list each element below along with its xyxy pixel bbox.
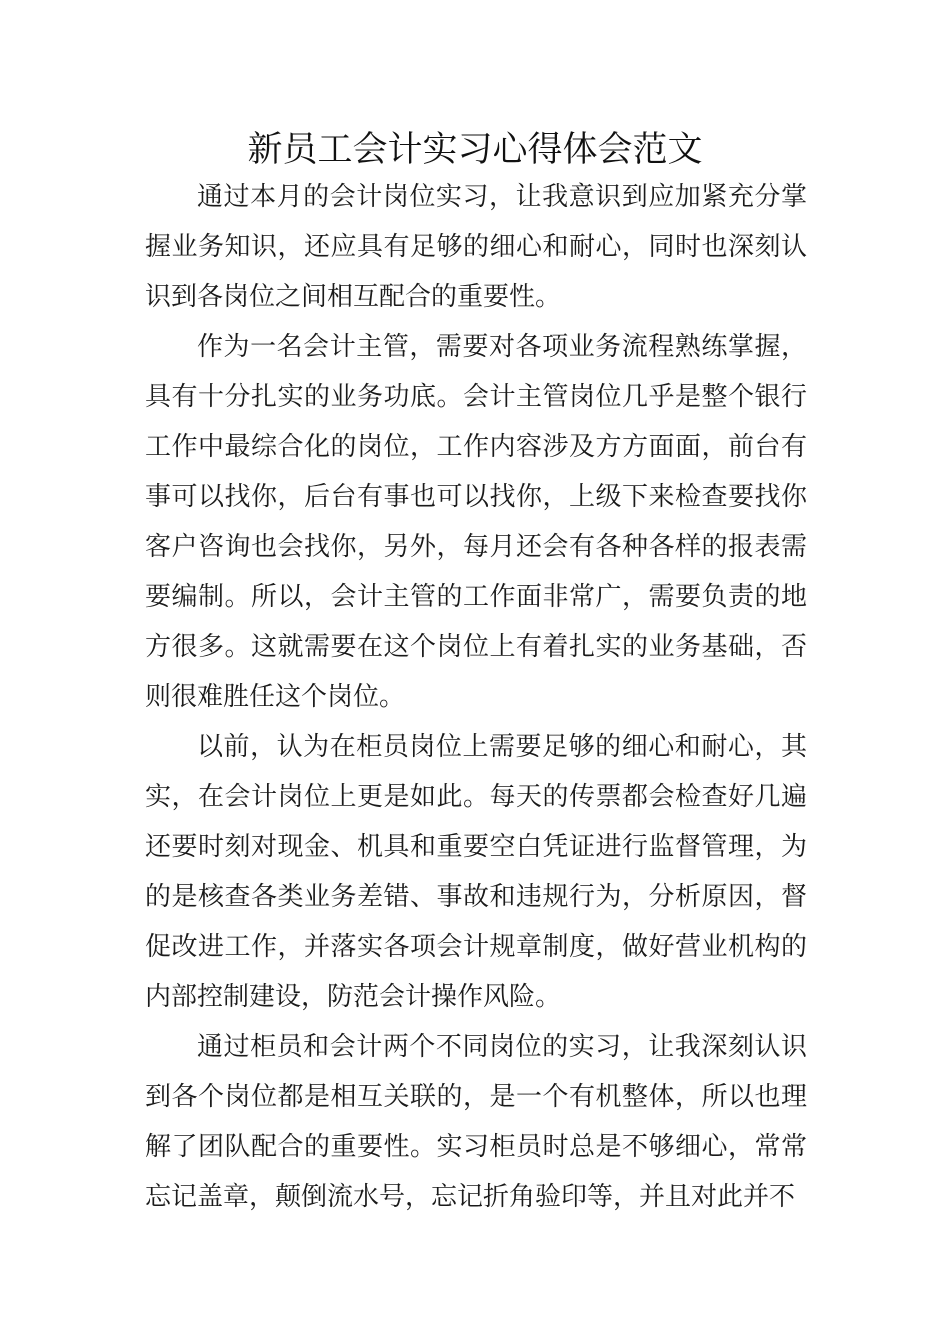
document-title: 新员工会计实习心得体会范文	[247, 130, 703, 170]
paragraph-2: 作为一名会计主管，需要对各项业务流程熟练掌握，具有十分扎实的业务功底。会计主管岗位几乎是整个银行工作中最综合化的岗位，工作内容涉及方方面面，前台有事可以找你，后台有事也可以找你，上级下来检查要找你客户咨询也会找你，另外，每月还会有各种各样的报表需要编制。所以，会计主管的工作面非常广，需要负责的地方很多。这就需要在这个岗位上有着扎实的业务基础，否则很难胜任这个岗位。	[145, 332, 807, 712]
paragraph-4: 通过柜员和会计两个不同岗位的实习，让我深刻认识到各个岗位都是相互关联的，是一个有机整体，所以也理解了团队配合的重要性。实习柜员时总是不够细心，常常忘记盖章，颠倒流水号，忘记折角验印等，并且对此并不	[145, 1032, 807, 1212]
paragraph-1: 通过本月的会计岗位实习，让我意识到应加紧充分掌握业务知识，还应具有足够的细心和耐心，同时也深刻认识到各岗位之间相互配合的重要性。	[145, 182, 807, 312]
paragraph-3: 以前，认为在柜员岗位上需要足够的细心和耐心，其实，在会计岗位上更是如此。每天的传票都会检查好几遍还要时刻对现金、机具和重要空白凭证进行监督管理，为的是核查各类业务差错、事故和违规行为，分析原因，督促改进工作，并落实各项会计规章制度，做好营业机构的内部控制建设，防范会计操作风险。	[145, 732, 807, 1012]
document-body	[145, 172, 807, 1222]
